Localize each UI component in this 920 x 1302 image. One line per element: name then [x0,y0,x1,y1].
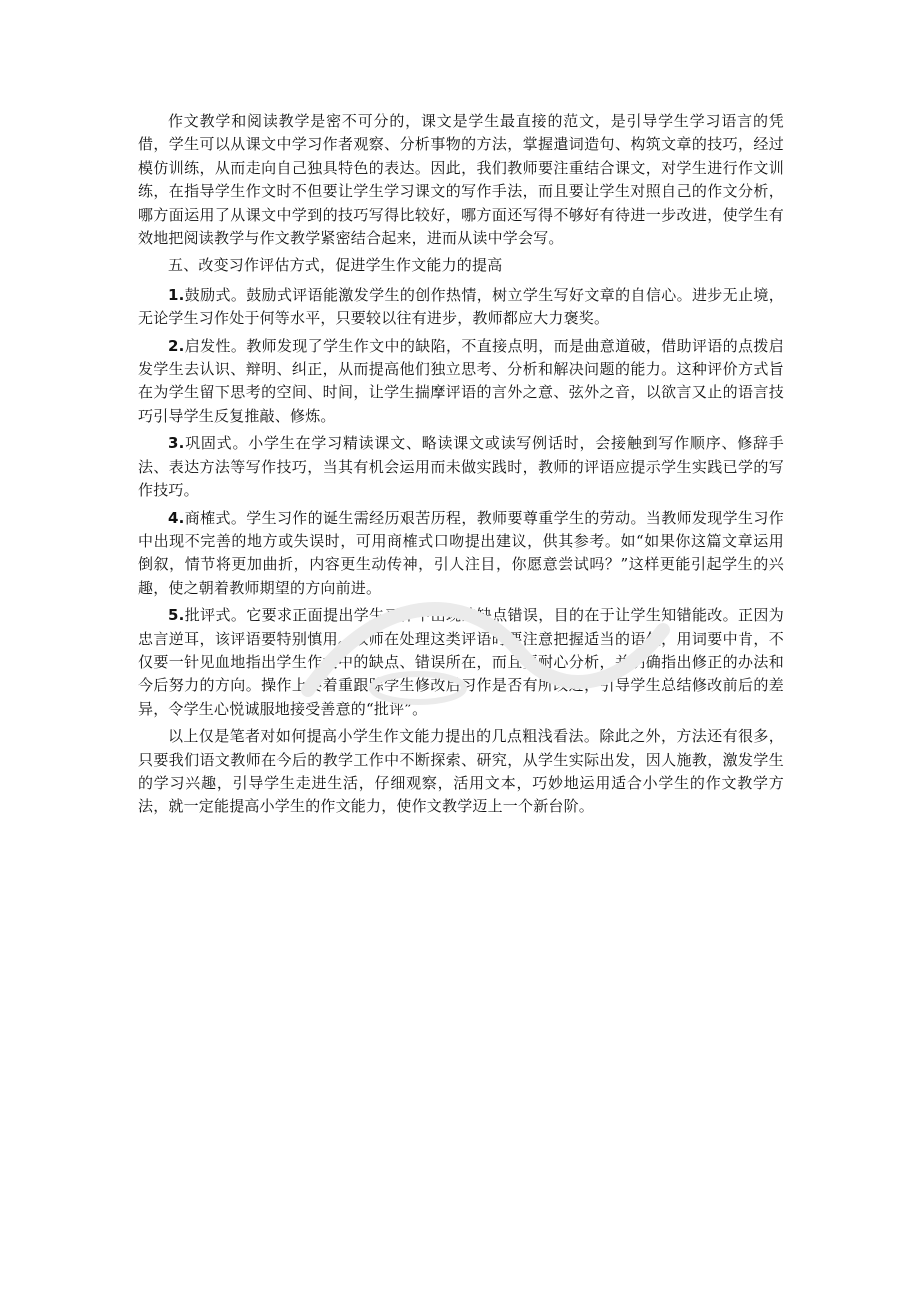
item-number: 5. [168,606,185,625]
list-item-encouraging [138,284,784,331]
document-body [138,110,784,823]
item-number: 1. [168,285,185,304]
item-number: 4. [168,508,185,527]
item-number: 2. [168,336,185,355]
paragraph-conclusion [138,725,784,819]
list-item-consolidating [138,432,784,502]
list-item-critical [138,604,784,721]
item-text: 鼓励式。鼓励式评语能激发学生的创作热情，树立学生写好文章的自信心。进步无止境，无论学生习作处于何等水平，只要较以往有进步，教师都应大力褒奖。 [138,285,784,328]
paragraph-text: 以上仅是笔者对如何提高小学生作文能力提出的几点粗浅看法。除此之外，方法还有很多，只要我们语文教师在今后的教学工作中不断探索、研究，从学生实际出发，因人施教，激发学生的学习兴趣，引导学生走进生活，仔细观察，活用文本，巧妙地运用适合小学生的作文教学方法，就一定能提高小学生的作文能力，使作文教学迈上一个新台阶。 [138,727,784,816]
item-text: 批评式。它要求正面提出学生习作中出现的缺点错误，目的在于让学生知错能改。正因为忠言逆耳，该评语要特别慎用。教师在处理这类评语时要注意把握适当的语气，用词要中肯，不仅要一针见血地指出学生作文中的缺点、错误所在，而且要耐心分析，并明确指出修正的办法和今后努力的方向。操作上要着重跟踪学生修改后习作是否有所改进，引导学生总结修改前后的差异，令学生心悦诚服地接受善意的“批评”。 [138,606,784,718]
section-heading-text: 五、改变习作评估方式，促进学生作文能力的提高 [168,256,503,275]
list-item-inspiring [138,335,784,429]
item-number: 3. [168,434,185,453]
paragraph-text: 作文教学和阅读教学是密不可分的，课文是学生最直接的范文，是引导学生学习语言的凭借，学生可以从课文中学习作者观察、分析事物的方法，掌握遣词造句、构筑文章的技巧，经过模仿训练，从而走向自己独具特色的表达。因此，我们教师要注重结合课文，对学生进行作文训练，在指导学生作文时不但要让学生学习课文的写作手法，而且要让学生对照自己的作文分析，哪方面运用了从课文中学到的技巧写得比较好，哪方面还写得不够好有待进一步改进，使学生有效地把阅读教学与作文教学紧密结合起来，进而从读中学会写。 [138,112,784,248]
list-item-consultative [138,507,784,601]
section-heading-five [138,254,784,277]
paragraph-intro [138,110,784,250]
item-text: 巩固式。小学生在学习精读课文、略读课文或读写例话时，会接触到写作顺序、修辞手法、表达方法等写作技巧，当其有机会运用而未做实践时，教师的评语应提示学生实践已学的写作技巧。 [138,434,784,500]
item-text: 商榷式。学生习作的诞生需经历艰苦历程，教师要尊重学生的劳动。当教师发现学生习作中出现不完善的地方或失误时，可用商榷式口吻提出建议，供其参考。如“如果你这篇文章运用倒叙，情节将更加曲折，内容更生动传神，引人注目，你愿意尝试吗？”这样更能引起学生的兴趣，使之朝着教师期望的方向前进。 [138,508,784,597]
item-text: 启发性。教师发现了学生作文中的缺陷，不直接点明，而是曲意道破，借助评语的点拨启发学生去认识、辩明、纠正，从而提高他们独立思考、分析和解决问题的能力。这种评价方式旨在为学生留下思考的空间、时间，让学生揣摩评语的言外之意、弦外之音，以欲言又止的语言技巧引导学生反复推敲、修炼。 [138,336,784,425]
